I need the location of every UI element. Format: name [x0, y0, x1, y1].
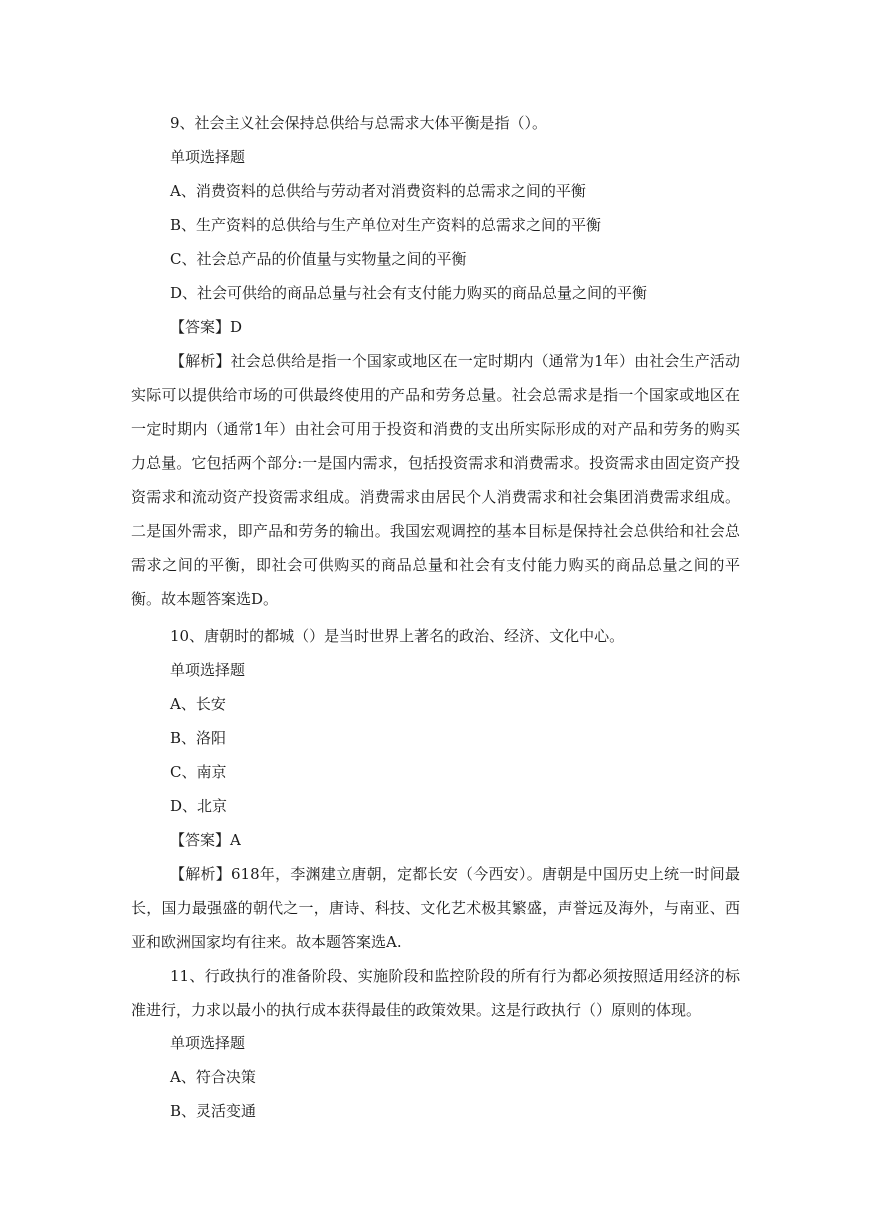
question-9-answer: 【答案】D	[170, 318, 243, 336]
question-10-option-a: A、长安	[170, 695, 226, 713]
question-9-option-d: D、社会可供给的商品总量与社会有支付能力购买的商品总量之间的平衡	[170, 284, 648, 302]
question-9-option-c: C、社会总产品的价值量与实物量之间的平衡	[170, 250, 467, 268]
question-10-analysis: 【解析】618年，李渊建立唐朝，定都长安（今西安）。唐朝是中国历史上统一时间最长，国力最强盛的朝代之一，唐诗、科技、文化艺术极其繁盛，声誉远及海外，与南亚、西亚和欧洲国家均有往来。故本题答案选A.	[131, 865, 740, 951]
question-10-answer: 【答案】A	[170, 831, 241, 849]
question-11-type: 单项选择题	[170, 1034, 246, 1052]
question-9-option-a: A、消费资料的总供给与劳动者对消费资料的总需求之间的平衡	[170, 182, 586, 200]
question-11-stem: 11、行政执行的准备阶段、实施阶段和监控阶段的所有行为都必须按照适用经济的标准进行，力求以最小的执行成本获得最佳的政策效果。这是行政执行（）原则的体现。	[131, 967, 740, 1019]
question-9-stem: 9、社会主义社会保持总供给与总需求大体平衡是指（）。	[170, 114, 548, 132]
question-9-option-b: B、生产资料的总供给与生产单位对生产资料的总需求之间的平衡	[170, 216, 602, 234]
question-10-option-c: C、南京	[170, 763, 227, 781]
question-11-option-b: B、灵活变通	[170, 1102, 257, 1120]
question-10-type: 单项选择题	[170, 661, 246, 679]
question-9-analysis: 【解析】社会总供给是指一个国家或地区在一定时期内（通常为1年）由社会生产活动实际可以提供给市场的可供最终使用的产品和劳务总量。社会总需求是指一个国家或地区在一定时期内（通常1年）由社会可用于投资和消费的支出所实际形成的对产品和劳务的购买力总量。它包括两个部分:一是国内需求，包括投资需求和消费需求。投资需求由固定资产投资需求和流动资产投资需求组成。消费需求由居民个人消费需求和社会集团消费需求组成。二是国外需求，即产品和劳务的输出。我国宏观调控的基本目标是保持社会总供给和社会总需求之间的平衡，即社会可供购买的商品总量和社会有支付能力购买的商品总量之间的平衡。故本题答案选D。	[131, 352, 740, 608]
question-9-type: 单项选择题	[170, 148, 246, 166]
question-10-option-b: B、洛阳	[170, 729, 227, 747]
question-10-stem: 10、唐朝时的都城（）是当时世界上著名的政治、经济、文化中心。	[170, 627, 625, 645]
question-11-option-a: A、符合决策	[170, 1068, 256, 1086]
question-10-option-d: D、北京	[170, 797, 228, 815]
